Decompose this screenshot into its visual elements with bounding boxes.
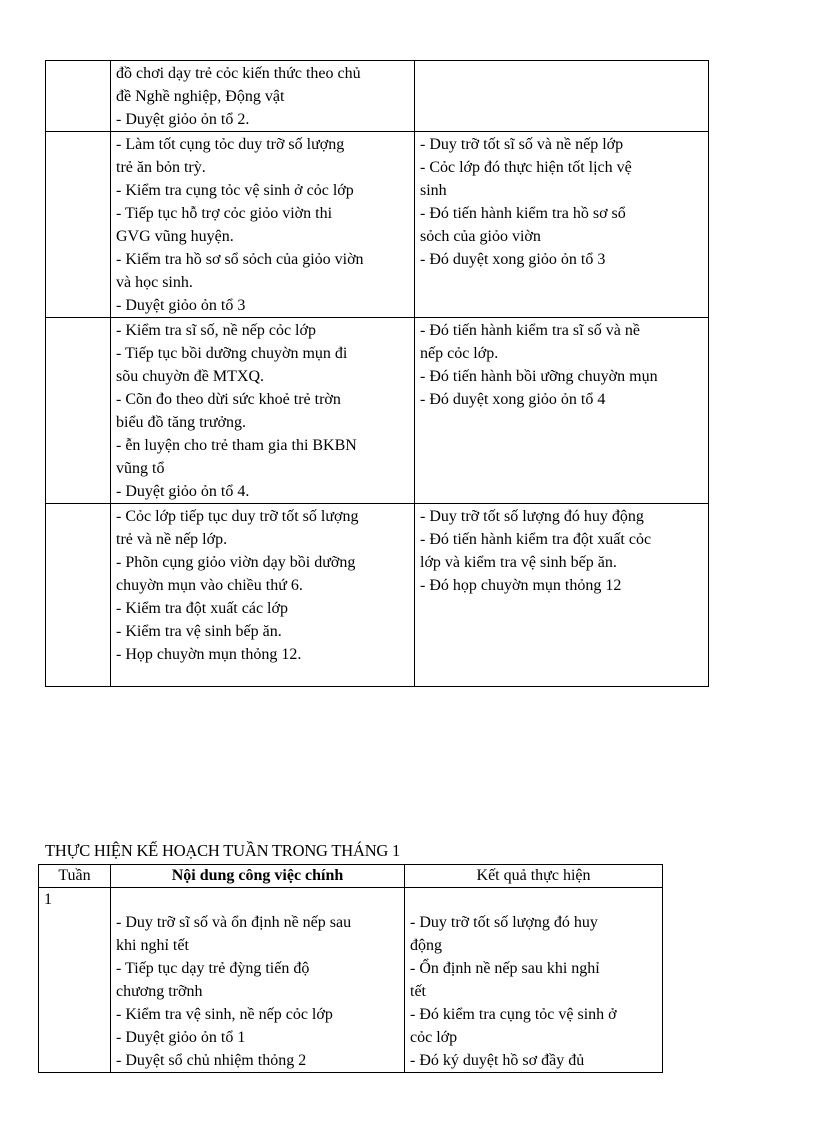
result-line <box>410 888 662 911</box>
column-header-week: Tuần <box>39 865 111 888</box>
result-line: sỏch của giỏo viờn <box>420 228 541 245</box>
table-header-row <box>39 865 663 888</box>
task-line: trẻ ăn bỏn trỳ. <box>116 159 206 176</box>
task-line: - Làm tốt cụng tỏc duy trỡ số lượng <box>116 136 345 153</box>
result-line: - Đó tiến hành kiểm tra đột xuất cỏc <box>420 531 652 548</box>
result-line: - Ổn định nề nếp sau khi nghỉ <box>410 960 600 977</box>
task-line: chuyờn mụn vào chiều thứ 6. <box>116 577 303 594</box>
result-line: - Đó kiểm tra cụng tỏc vệ sinh ở <box>410 1006 617 1023</box>
result-line: - Đó họp chuyờn mụn thỏng 12 <box>420 577 622 594</box>
week-cell: 1 <box>39 888 111 1073</box>
result-line: - Đó ký duyệt hồ sơ đầy đủ <box>410 1052 585 1069</box>
result-line: - Duy trỡ tốt sĩ số và nề nếp lớp <box>420 136 624 153</box>
task-line: - Kiểm tra cụng tỏc vệ sinh ở cỏc lớp <box>116 182 354 199</box>
table-row <box>46 318 709 504</box>
week-cell <box>46 318 111 504</box>
table-row <box>39 888 663 1073</box>
result-line: lớp và kiểm tra vệ sinh bếp ăn. <box>420 554 617 571</box>
tasks-cell <box>111 504 415 687</box>
results-cell <box>415 318 709 504</box>
result-line: - Duy trỡ tốt số lượng đó huy động <box>420 508 644 525</box>
task-line: - Cỏc lớp tiếp tục duy trỡ tốt số lượng <box>116 508 359 525</box>
section-title: THỰC HIỆN KẾ HOẠCH TUẦN TRONG THÁNG 1 <box>45 841 401 860</box>
task-line: trẻ và nề nếp lớp. <box>116 531 228 548</box>
task-line: biểu đồ tăng trưởng. <box>116 414 246 431</box>
result-line: sinh <box>420 182 447 199</box>
table-row <box>46 504 709 687</box>
week-cell <box>46 61 111 132</box>
task-line: đồ chơi dạy trẻ cỏc kiến thức theo chủ <box>116 65 361 82</box>
results-cell <box>415 504 709 687</box>
results-cell <box>405 888 663 1073</box>
result-line: - Đó tiến hành bồi ưỡng chuyờn mụn <box>420 368 658 385</box>
task-line: GVG vũng huyện. <box>116 228 234 245</box>
task-line: - ễn luyện cho trẻ tham gia thi BKBN <box>116 437 357 454</box>
tasks-cell <box>111 61 415 132</box>
task-line: - Họp chuyờn mụn thỏng 12. <box>116 646 302 663</box>
task-line: - Duyệt giỏo ỏn tổ 1 <box>116 1029 246 1046</box>
task-line: - Duyệt giỏo ỏn tổ 4. <box>116 483 250 500</box>
task-line: - Cõn đo theo dừi sức khoẻ trẻ trờn <box>116 391 341 408</box>
task-line: - Kiểm tra đột xuất các lớp <box>116 600 288 617</box>
table-row <box>46 132 709 318</box>
result-line: - Đó tiến hành kiểm tra hồ sơ sổ <box>420 205 626 222</box>
result-line: - Cỏc lớp đó thực hiện tốt lịch vệ <box>420 159 632 176</box>
task-line: - Kiểm tra sĩ số, nề nếp cỏc lớp <box>116 322 316 339</box>
task-line: khi nghỉ tết <box>116 937 189 954</box>
task-line: - Duy trỡ sĩ số và ổn định nề nếp sau <box>116 914 352 931</box>
result-line: động <box>410 937 442 954</box>
task-line: đề Nghề nghiệp, Động vật <box>116 88 285 105</box>
weekly-plan-table-month-1 <box>38 864 663 1073</box>
task-line: sõu chuyờn đề MTXQ. <box>116 368 264 385</box>
task-line: - Kiểm tra vệ sinh bếp ăn. <box>116 623 282 640</box>
result-line: cỏc lớp <box>410 1029 458 1046</box>
task-line: - Duyệt sổ chủ nhiệm thỏng 2 <box>116 1052 307 1069</box>
result-line: - Đó duyệt xong giỏo ỏn tổ 3 <box>420 251 606 268</box>
results-cell <box>415 132 709 318</box>
result-line: tết <box>410 983 426 1000</box>
task-line: - Kiểm tra vệ sinh, nề nếp cỏc lớp <box>116 1006 333 1023</box>
tasks-cell <box>111 888 405 1073</box>
task-line: - Phõn cụng giỏo viờn dạy bồi dưỡng <box>116 554 356 571</box>
task-line: vũng tổ <box>116 460 165 477</box>
results-cell <box>415 61 709 132</box>
result-line: - Đó tiến hành kiểm tra sĩ số và nề <box>420 322 640 339</box>
week-cell <box>46 504 111 687</box>
week-cell <box>46 132 111 318</box>
column-header-tasks: Nội dung công việc chính <box>111 865 405 888</box>
task-line: - Duyệt giỏo ỏn tổ 3 <box>116 297 246 314</box>
task-line: - Kiểm tra hồ sơ sổ sỏch của giỏo viờn <box>116 251 364 268</box>
tasks-cell <box>111 318 415 504</box>
task-line: - Tiếp tục bồi dưỡng chuyờn mụn đi <box>116 345 348 362</box>
result-line: - Đó duyệt xong giỏo ỏn tổ 4 <box>420 391 606 408</box>
task-line: và học sinh. <box>116 274 193 291</box>
result-line: - Duy trỡ tốt số lượng đó huy <box>410 914 598 931</box>
task-line: - Tiếp tục dạy trẻ đỳng tiến độ <box>116 960 310 977</box>
tasks-cell <box>111 132 415 318</box>
task-line: - Duyệt giỏo ỏn tổ 2. <box>116 111 250 128</box>
result-line: nếp cỏc lớp. <box>420 345 499 362</box>
column-header-results: Kết quả thực hiện <box>405 865 663 888</box>
task-line: chương trỡnh <box>116 983 203 1000</box>
task-line <box>116 888 404 911</box>
weekly-plan-table-continued <box>45 60 709 687</box>
task-line: - Tiếp tục hỗ trợ cỏc giỏo viờn thi <box>116 205 333 222</box>
table-row <box>46 61 709 132</box>
